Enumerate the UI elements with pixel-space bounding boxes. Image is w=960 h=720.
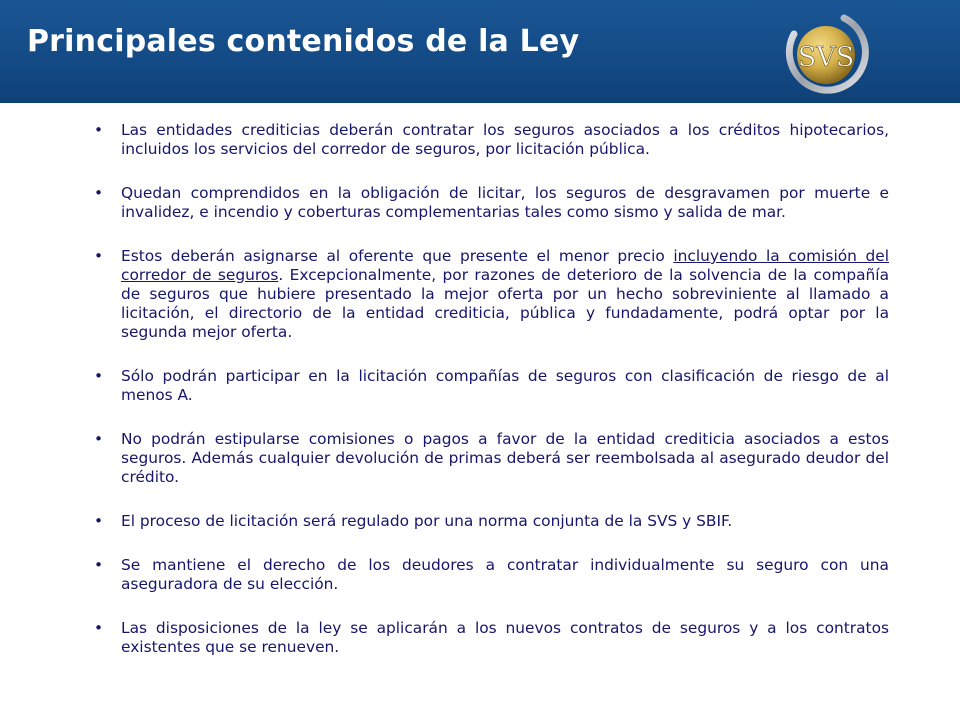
bullet-text-before: Estos deberán asignarse al oferente que presente el menor precio xyxy=(121,247,674,265)
bullet-text: Las disposiciones de la ley se aplicarán a los nuevos contratos de seguros y a los contratos existentes que se renueven. xyxy=(121,619,889,656)
list-item xyxy=(92,121,889,159)
list-item xyxy=(92,619,889,657)
bullet-text-underlined: incluyendo la comisión del corredor de seguros xyxy=(121,247,889,284)
bullet-text: No podrán estipularse comisiones o pagos a favor de la entidad crediticia asociados a estos seguros. Además cualquier devolución de primas deberá ser reembolsada al asegurado deudor del crédito. xyxy=(121,430,889,486)
content-list xyxy=(92,121,889,682)
bullet-text-after: . Excepcionalmente, por razones de deterioro de la solvencia de la compañía de seguros que hubiere presentado la mejor oferta por un hecho sobreviniente al llamado a licitación, el directorio de la entidad crediticia, pública y fundadamente, podrá optar por la segunda mejor oferta. xyxy=(121,266,889,341)
list-item xyxy=(92,247,889,342)
bullet-text: Sólo podrán participar en la licitación compañías de seguros con clasificación de riesgo de al menos A. xyxy=(121,367,889,404)
page-title: Principales contenidos de la Ley xyxy=(27,24,580,59)
list-item xyxy=(92,367,889,405)
bullet-text: Las entidades crediticias deberán contratar los seguros asociados a los créditos hipotecarios, incluidos los servicios del corredor de seguros, por licitación pública. xyxy=(121,121,889,158)
list-item xyxy=(92,184,889,222)
svs-logo-text: SVS xyxy=(797,42,855,73)
list-item xyxy=(92,512,889,531)
bullet-text: El proceso de licitación será regulado por una norma conjunta de la SVS y SBIF. xyxy=(121,512,733,530)
bullet-text: Quedan comprendidos en la obligación de licitar, los seguros de desgravamen por muerte e invalidez, e incendio y coberturas complementarias tales como sismo y salida de mar. xyxy=(121,184,889,221)
bullet-text: Se mantiene el derecho de los deudores a contratar individualmente su seguro con una aseguradora de su elección. xyxy=(121,556,889,593)
header-bar xyxy=(0,0,960,103)
list-item xyxy=(92,556,889,594)
svs-logo-icon xyxy=(780,8,870,98)
list-item xyxy=(92,430,889,487)
